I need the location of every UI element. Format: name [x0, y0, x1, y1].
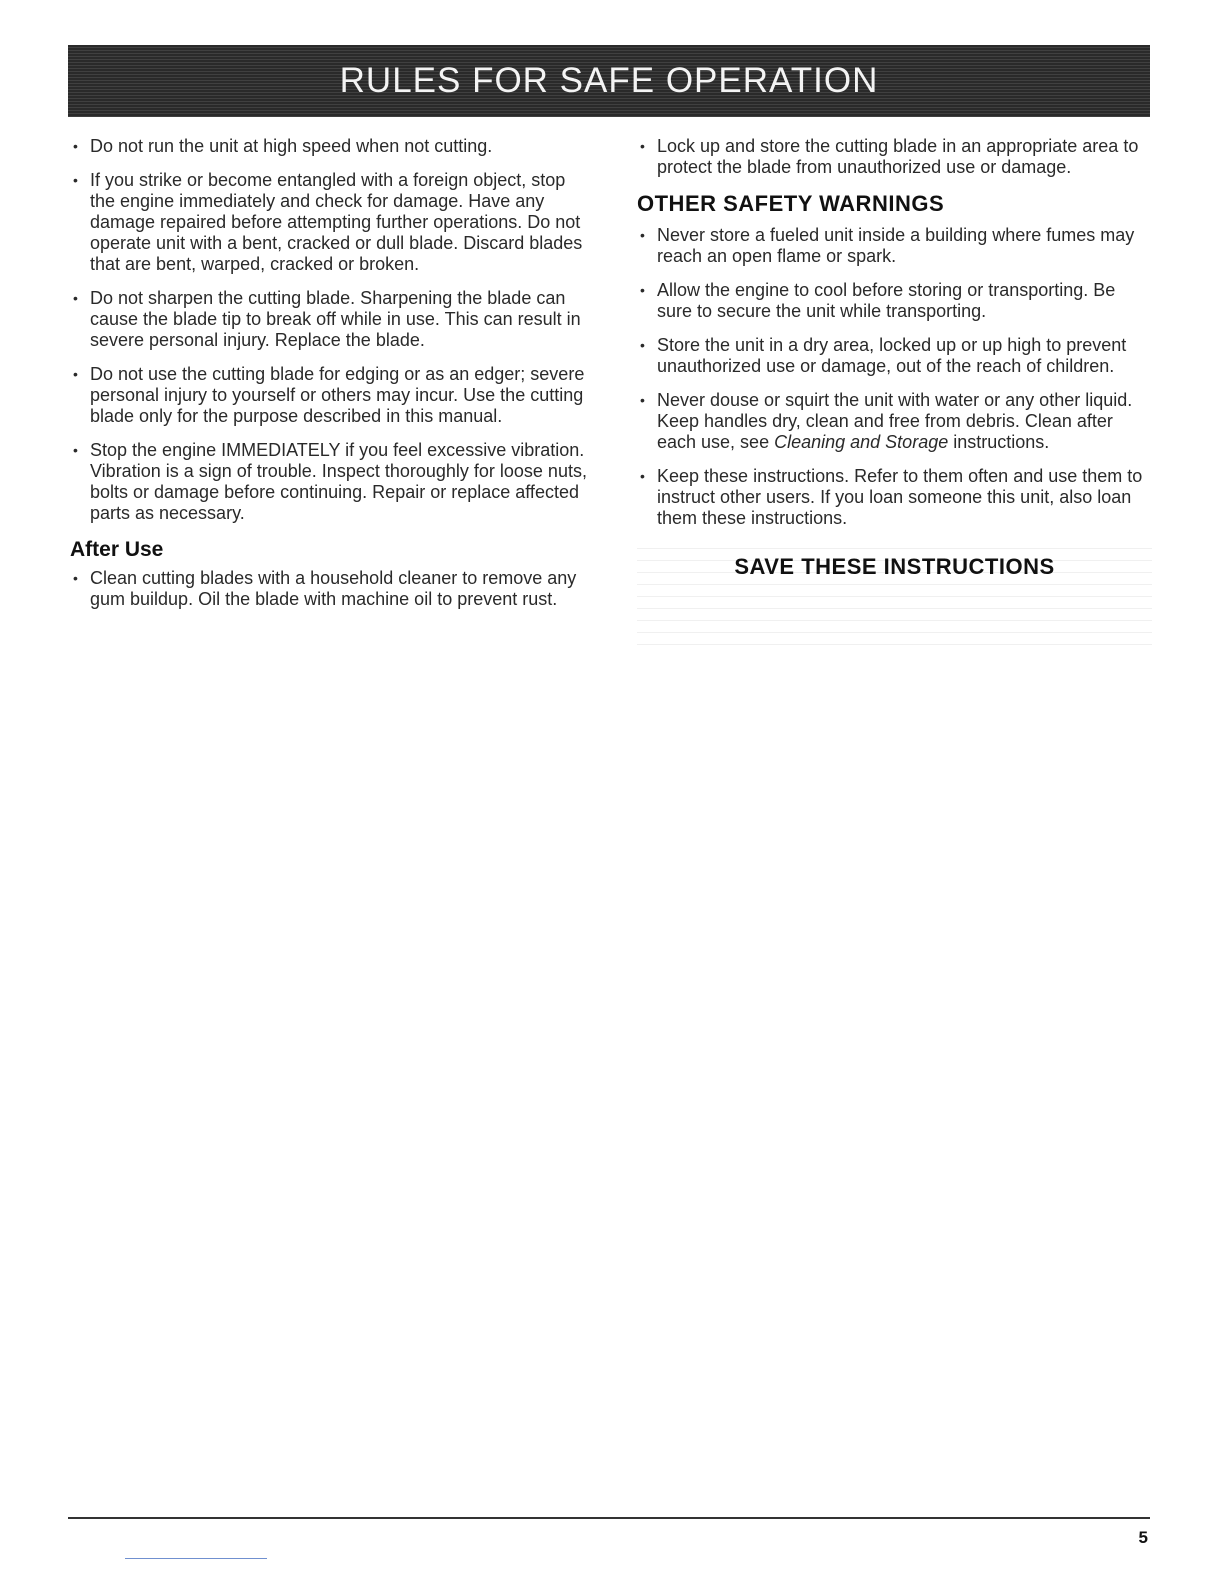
left-column [70, 136, 590, 623]
footer-link-underline [125, 1558, 267, 1559]
other-safety-warnings-heading: OTHER SAFETY WARNINGS [637, 191, 945, 216]
list-item: • Stop the engine IMMEDIATELY if you feel excessive vibration. Vibration is a sign of trouble. Inspect thoroughly for loose nuts, bolts or damage before continuing. Repair or replace affected parts as necessary. [70, 440, 590, 524]
footer-divider [68, 1517, 1150, 1519]
list-item: • If you strike or become entangled with a foreign object, stop the engine immediately and check for damage. Have any damage repaired before attempting further operations. Do not operate unit with a bent, cracked or dull blade. Discard blades that are bent, warped, cracked or broken. [70, 170, 590, 275]
operation-rules-list [70, 136, 590, 524]
after-use-heading: After Use [70, 538, 164, 561]
list-item: • Do not sharpen the cutting blade. Sharpening the blade can cause the blade tip to break off while in use. This can result in severe personal injury. Replace the blade. [70, 288, 590, 351]
douse-text-end: instructions. [948, 432, 1050, 452]
list-item: • Do not run the unit at high speed when not cutting. [70, 136, 590, 157]
cleaning-storage-reference: Cleaning and Storage [774, 432, 949, 452]
list-item: • Allow the engine to cool before storing or transporting. Be sure to secure the unit while transporting. [637, 280, 1152, 322]
list-item: • Clean cutting blades with a household cleaner to remove any gum buildup. Oil the blade with machine oil to prevent rust. [70, 568, 590, 610]
page-title: RULES FOR SAFE OPERATION [339, 61, 879, 100]
save-instructions-text: SAVE THESE INSTRUCTIONS [734, 554, 1055, 579]
storage-rules-list [637, 136, 1152, 178]
list-item: • Do not use the cutting blade for edging or as an edger; severe personal injury to yourself or others may incur. Use the cutting blade only for the purpose described in this manual. [70, 364, 590, 427]
list-item [637, 390, 1152, 453]
list-item: • Keep these instructions. Refer to them often and use them to instruct other users. If you loan someone this unit, also loan them these instructions. [637, 466, 1152, 529]
section-banner [68, 45, 1150, 117]
list-item: • Store the unit in a dry area, locked up or up high to prevent unauthorized use or damage, out of the reach of children. [637, 335, 1152, 377]
save-instructions-box [637, 545, 1152, 645]
list-item: • Never store a fueled unit inside a building where fumes may reach an open flame or spark. [637, 225, 1152, 267]
other-safety-warnings-list [637, 225, 1152, 529]
douse-text: Never douse or squirt the unit with water or any other liquid. Keep handles dry, clean and free from debris. Clean after each use, see [657, 390, 1133, 452]
right-column [637, 136, 1152, 645]
after-use-list [70, 568, 590, 610]
list-item: • Lock up and store the cutting blade in an appropriate area to protect the blade from unauthorized use or damage. [637, 136, 1152, 178]
page-number: 5 [1138, 1528, 1148, 1547]
